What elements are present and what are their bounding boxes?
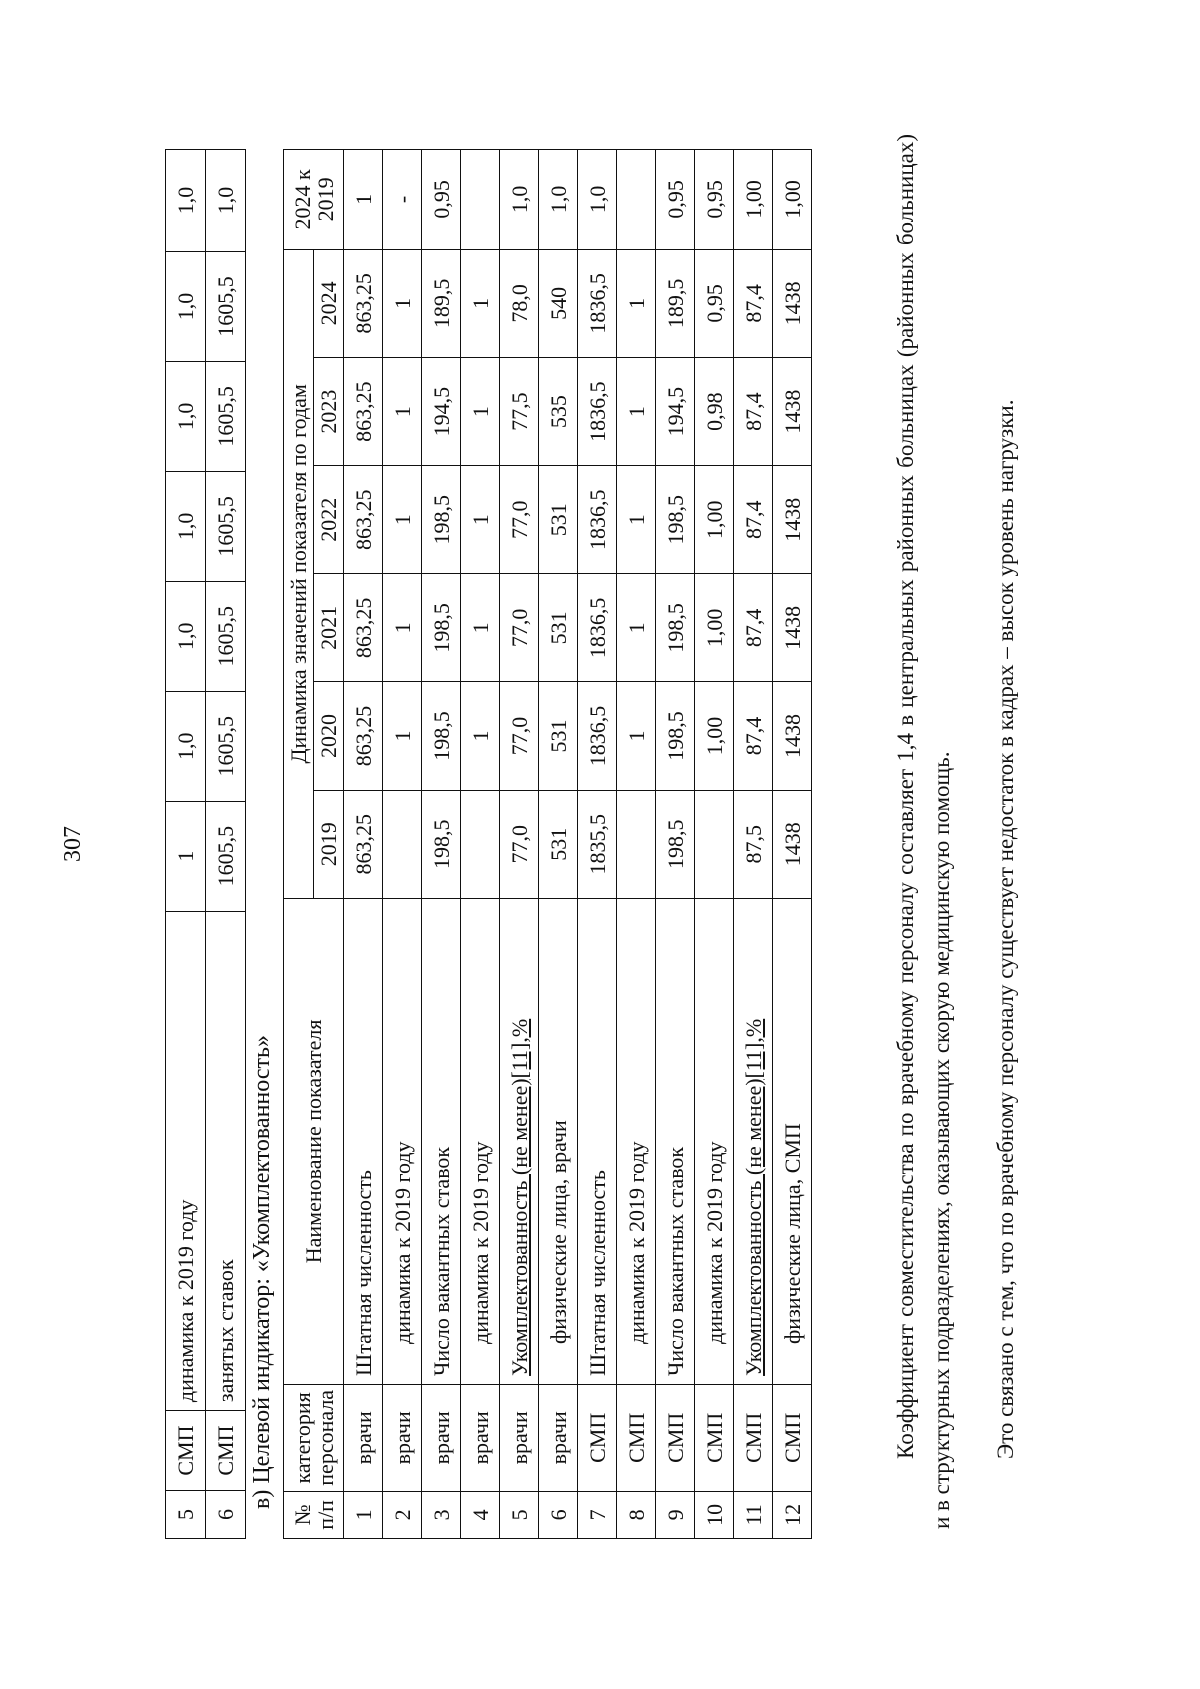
row-number: 12: [773, 1491, 812, 1538]
table-row: [422, 150, 461, 1539]
row-number: 4: [461, 1491, 500, 1538]
header-year: 2023: [314, 358, 344, 466]
row-value: 1,0: [166, 361, 206, 471]
table-row: [166, 150, 206, 1539]
row-value: 1,00: [773, 150, 812, 250]
row-number: 7: [578, 1491, 617, 1538]
row-value: 0,95: [695, 150, 734, 250]
row-value: [617, 790, 656, 898]
row-value: 1,0: [166, 252, 206, 362]
row-value: 1438: [773, 790, 812, 898]
row-value: 531: [539, 790, 578, 898]
row-value: 194,5: [656, 358, 695, 466]
row-value: 1: [344, 150, 383, 250]
row-category: СМП: [206, 1411, 246, 1491]
row-value: 77,5: [500, 358, 539, 466]
row-value: 1,0: [500, 150, 539, 250]
row-value: 1605,5: [206, 361, 246, 471]
row-value: 1605,5: [206, 801, 246, 911]
continuation-table: [165, 149, 246, 1539]
row-value: 1438: [773, 682, 812, 790]
table-row: [206, 150, 246, 1539]
row-value: 1: [617, 249, 656, 357]
row-indicator-name: динамика к 2019 году: [617, 898, 656, 1384]
row-value: 1605,5: [206, 581, 246, 691]
row-value: 535: [539, 358, 578, 466]
row-value: 198,5: [656, 790, 695, 898]
row-value: 198,5: [422, 466, 461, 574]
row-value: 1438: [773, 574, 812, 682]
row-value: 540: [539, 249, 578, 357]
row-value: 1836,5: [578, 682, 617, 790]
row-value: 1,0: [166, 581, 206, 691]
table-row: [656, 150, 695, 1539]
row-category: СМП: [166, 1411, 206, 1491]
page-number: 307: [60, 826, 86, 862]
row-value: 198,5: [656, 466, 695, 574]
row-number: 5: [166, 1491, 206, 1539]
row-number: 1: [344, 1491, 383, 1538]
row-value: 1,00: [695, 574, 734, 682]
row-value: 1438: [773, 249, 812, 357]
row-indicator-name: динамика к 2019 году: [461, 898, 500, 1384]
row-category: врачи: [422, 1384, 461, 1491]
row-value: 1: [617, 358, 656, 466]
row-value: 1: [617, 574, 656, 682]
row-value: [461, 790, 500, 898]
header-category: категория персонала: [284, 1384, 344, 1491]
row-value: [383, 790, 422, 898]
row-value: 198,5: [422, 790, 461, 898]
row-number: 9: [656, 1491, 695, 1538]
row-category: СМП: [617, 1384, 656, 1491]
row-value: 1836,5: [578, 574, 617, 682]
row-number: 6: [539, 1491, 578, 1538]
row-value: 1: [461, 249, 500, 357]
row-value: 1835,5: [578, 790, 617, 898]
row-indicator-name: Число вакантных ставок: [422, 898, 461, 1384]
header-year: 2024: [314, 249, 344, 357]
row-indicator-name: Укомплектованность (не менее)[11],%: [734, 898, 773, 1384]
row-value: 1,00: [734, 150, 773, 250]
staffing-table: [283, 149, 812, 1539]
row-value: 863,25: [344, 466, 383, 574]
row-value: 531: [539, 466, 578, 574]
row-indicator-name: Штатная численность: [578, 898, 617, 1384]
table-row: [344, 150, 383, 1539]
row-value: 1836,5: [578, 466, 617, 574]
row-value: 1605,5: [206, 252, 246, 362]
table-row: [539, 150, 578, 1539]
row-value: 0,95: [656, 150, 695, 250]
row-category: СМП: [773, 1384, 812, 1491]
header-2024-vs-2019: 2024 к 2019: [284, 150, 344, 250]
row-value: 1,0: [539, 150, 578, 250]
header-num: № п/п: [284, 1491, 344, 1538]
row-value: 87,4: [734, 682, 773, 790]
row-value: 863,25: [344, 682, 383, 790]
row-value: 863,25: [344, 574, 383, 682]
row-indicator-name: Число вакантных ставок: [656, 898, 695, 1384]
row-value: 1,0: [166, 150, 206, 252]
row-value: -: [383, 150, 422, 250]
table-row: [500, 150, 539, 1539]
paragraph-explanation: Это связано с тем, что по врачебному персоналу существует недостаток в кадрах – высок уровень нагрузки.: [993, 399, 1018, 1459]
row-indicator-name: динамика к 2019 году: [695, 898, 734, 1384]
row-value: [695, 790, 734, 898]
row-value: 189,5: [656, 249, 695, 357]
row-value: 1,0: [578, 150, 617, 250]
row-value: 1,00: [695, 682, 734, 790]
row-value: 1: [461, 466, 500, 574]
row-value: 863,25: [344, 249, 383, 357]
row-value: 198,5: [422, 682, 461, 790]
row-value: 198,5: [422, 574, 461, 682]
row-value: 87,4: [734, 358, 773, 466]
row-category: СМП: [734, 1384, 773, 1491]
row-value: 531: [539, 574, 578, 682]
row-value: 194,5: [422, 358, 461, 466]
row-number: 6: [206, 1491, 246, 1539]
row-value: 1605,5: [206, 691, 246, 801]
row-value: 1: [383, 574, 422, 682]
row-value: 189,5: [422, 249, 461, 357]
row-value: 87,4: [734, 249, 773, 357]
row-number: 10: [695, 1491, 734, 1538]
row-category: СМП: [578, 1384, 617, 1491]
row-indicator-name: физические лица, СМП: [773, 898, 812, 1384]
row-category: СМП: [656, 1384, 695, 1491]
row-value: 1: [461, 682, 500, 790]
row-number: 3: [422, 1491, 461, 1538]
row-indicator-name: динамика к 2019 году: [383, 898, 422, 1384]
row-value: 0,95: [695, 249, 734, 357]
row-indicator-name: Укомплектованность (не менее)[11],%: [500, 898, 539, 1384]
row-value: 87,5: [734, 790, 773, 898]
table-row: [617, 150, 656, 1539]
row-category: врачи: [539, 1384, 578, 1491]
row-value: 1,0: [206, 150, 246, 252]
row-value: 1: [617, 682, 656, 790]
row-value: 531: [539, 682, 578, 790]
table-row: [461, 150, 500, 1539]
row-value: 1438: [773, 358, 812, 466]
row-value: 1: [461, 358, 500, 466]
row-value: [461, 150, 500, 250]
paragraph-coefficient: Коэффициент совместительства по врачебному персоналу составляет 1,4 в центральных районных больницах (районных больницах) и в структурных подразделениях, оказывающих скорую медицинскую помощь.: [893, 134, 954, 1529]
row-value: 87,4: [734, 574, 773, 682]
row-value: 863,25: [344, 358, 383, 466]
row-category: врачи: [500, 1384, 539, 1491]
header-indicator-name: Наименование показателя: [284, 898, 344, 1384]
row-value: 77,0: [500, 682, 539, 790]
row-value: 77,0: [500, 466, 539, 574]
header-year: 2021: [314, 574, 344, 682]
row-value: 863,25: [344, 790, 383, 898]
row-value: 1: [617, 466, 656, 574]
row-number: 2: [383, 1491, 422, 1538]
row-value: 1,0: [166, 471, 206, 581]
table-row: [773, 150, 812, 1539]
row-category: врачи: [344, 1384, 383, 1491]
row-value: 1: [461, 574, 500, 682]
row-category: врачи: [383, 1384, 422, 1491]
header-year: 2020: [314, 682, 344, 790]
row-value: 1605,5: [206, 471, 246, 581]
table-row: [734, 150, 773, 1539]
row-value: 1: [383, 466, 422, 574]
row-number: 11: [734, 1491, 773, 1538]
row-number: 5: [500, 1491, 539, 1538]
continuation-table-body: [166, 150, 246, 1539]
section-caption: в) Целевой индикатор: «Укомплектованность»: [249, 1035, 275, 1509]
row-value: 1: [383, 249, 422, 357]
row-value: 77,0: [500, 790, 539, 898]
row-indicator-name: занятых ставок: [206, 911, 246, 1410]
header-year: 2022: [314, 466, 344, 574]
row-indicator-name: физические лица, врачи: [539, 898, 578, 1384]
table-row: [383, 150, 422, 1539]
row-value: 1836,5: [578, 358, 617, 466]
row-value: 1: [383, 358, 422, 466]
row-value: 1: [166, 801, 206, 911]
row-value: 0,95: [422, 150, 461, 250]
row-value: 0,98: [695, 358, 734, 466]
staffing-table-body: [344, 150, 812, 1539]
row-value: 198,5: [656, 574, 695, 682]
row-category: врачи: [461, 1384, 500, 1491]
row-category: СМП: [695, 1384, 734, 1491]
row-value: 1: [383, 682, 422, 790]
table-row: [695, 150, 734, 1539]
table-row: [578, 150, 617, 1539]
row-value: 1836,5: [578, 249, 617, 357]
row-value: [617, 150, 656, 250]
row-value: 1,0: [166, 691, 206, 801]
row-value: 198,5: [656, 682, 695, 790]
row-indicator-name: динамика к 2019 году: [166, 911, 206, 1410]
header-year: 2019: [314, 790, 344, 898]
row-value: 77,0: [500, 574, 539, 682]
row-value: 87,4: [734, 466, 773, 574]
row-value: 78,0: [500, 249, 539, 357]
row-indicator-name: Штатная численность: [344, 898, 383, 1384]
row-value: 1438: [773, 466, 812, 574]
row-number: 8: [617, 1491, 656, 1538]
header-dynamics: Динамика значений показателя по годам: [284, 249, 314, 898]
row-value: 1,00: [695, 466, 734, 574]
